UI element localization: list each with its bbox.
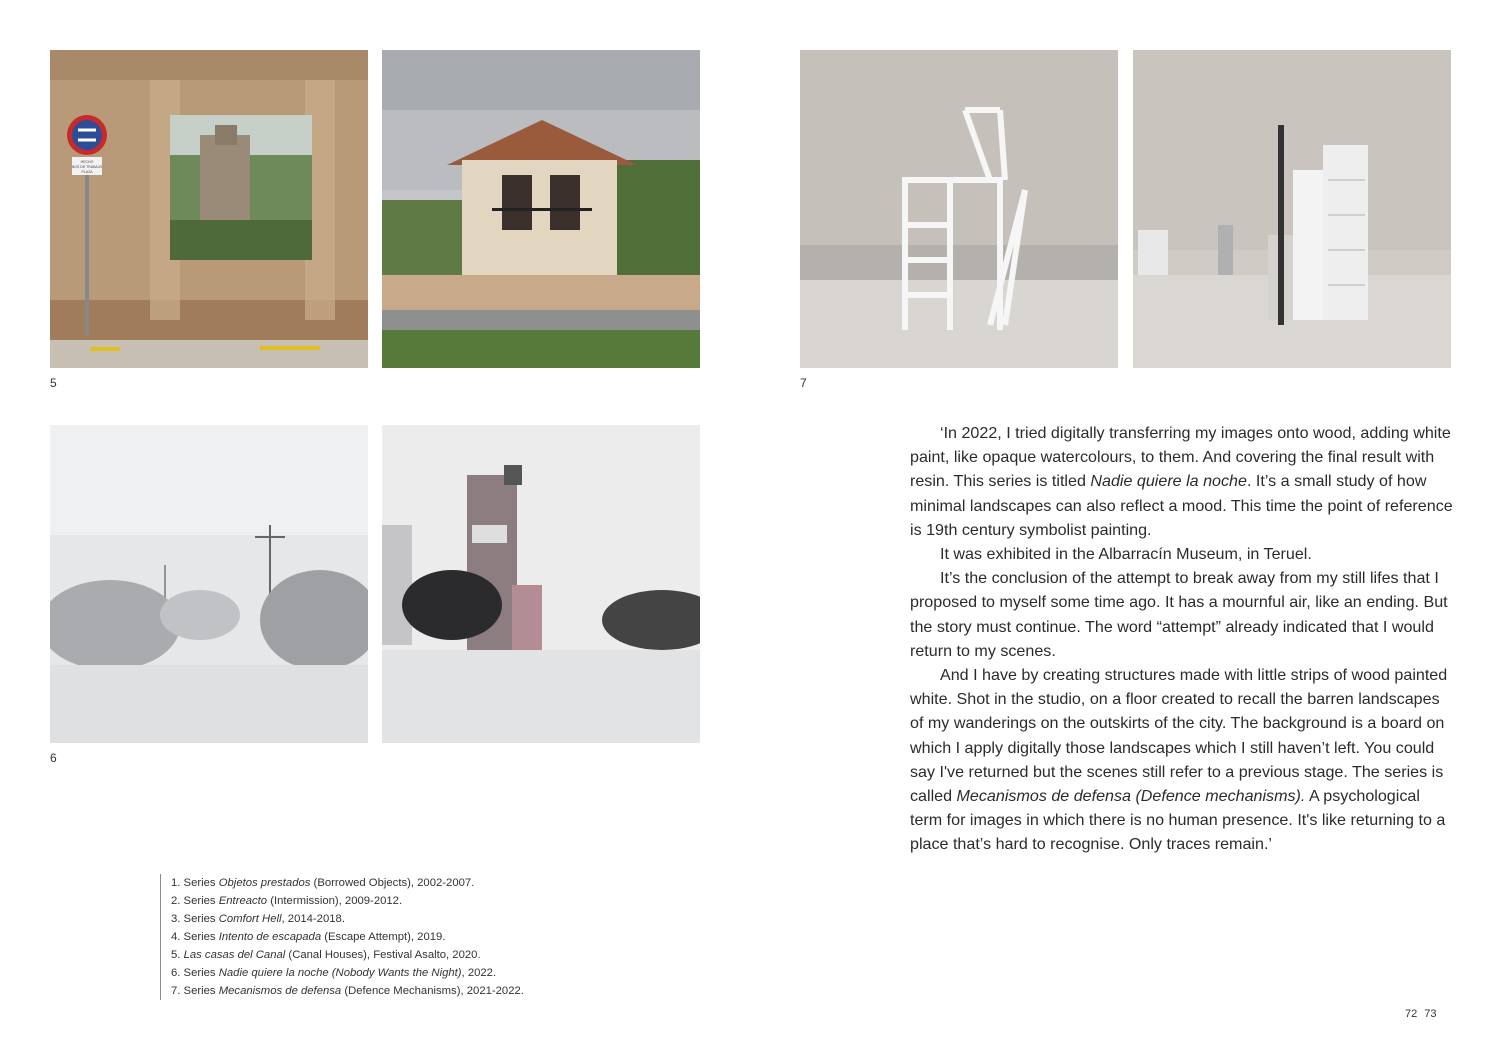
footnote-3: 3. Series Comfort Hell, 2014-2018. bbox=[171, 913, 345, 925]
footnotes bbox=[160, 874, 524, 1000]
misty-building-photo bbox=[382, 425, 700, 743]
sign-line-3: PLAZA bbox=[81, 170, 93, 174]
sign-line-1: HECHO bbox=[80, 160, 94, 164]
old-house-photo bbox=[382, 50, 700, 368]
footnote-7: 7. Series Mecanismos de defensa (Defence Mechanisms), 2021-2022. bbox=[171, 985, 524, 997]
paragraph-4-text-b: A psychological term for images in which there is no human presence. It's like returning to a place that’s hard to recognise. Only traces remain.’ bbox=[910, 787, 1446, 854]
page-numbers: 72 73 bbox=[1405, 1008, 1437, 1020]
sign-line-2: NOS DE TRABAJO bbox=[71, 165, 103, 169]
paragraph-3: It’s the conclusion of the attempt to break away from my still lifes that I proposed to myself some time ago. It has a mournful air, like an ending. But the story must continue. The word “attempt” already indicated that I would return to my scenes. bbox=[910, 569, 1448, 660]
figure-number-5: 5 bbox=[50, 376, 57, 390]
paragraph-4 bbox=[910, 663, 1455, 857]
series-title-mecanismos: Mecanismos de defensa (Defence mechanisms). bbox=[956, 787, 1306, 806]
paragraph-2: It was exhibited in the Albarracín Museum, in Teruel. bbox=[940, 545, 1312, 564]
footnote-5: 5. Las casas del Canal (Canal Houses), Festival Asalto, 2020. bbox=[171, 949, 481, 961]
paragraph-1 bbox=[910, 421, 1455, 542]
footnote-4: 4. Series Intento de escapada (Escape Attempt), 2019. bbox=[171, 931, 446, 943]
series-title-nadie: Nadie quiere la noche bbox=[1090, 472, 1247, 491]
paragraph-4-text-a: And I have by creating structures made with little strips of wood painted white. Shot in the studio, on a floor created to recall the barren landscapes of my wanderings on the outskirts of the city. The background is a board on which I apply digitally those landscapes which I still haven’t left. You could say I've returned but the scenes still refer to a previous stage. The series is called bbox=[910, 666, 1448, 806]
body-text bbox=[910, 421, 1455, 857]
footnote-6: 6. Series Nadie quiere la noche (Nobody Wants the Night), 2022. bbox=[171, 967, 497, 979]
figure-number-6: 6 bbox=[50, 751, 57, 765]
footnote-2: 2. Series Entreacto (Intermission), 2009-2012. bbox=[171, 895, 403, 907]
shelf-structure-photo bbox=[1133, 50, 1451, 368]
paragraph-1-text-a: ‘In 2022, I tried digitally transferring my images onto wood, adding white paint, like opaque watercolours, to them. And covering the final result with resin. This series is titled bbox=[910, 424, 1451, 491]
paragraph-1-text-b: . It’s a small study of how minimal landscapes can also reflect a mood. This time the point of reference is 19th century symbolist painting. bbox=[910, 472, 1453, 539]
misty-landscape-photo bbox=[50, 425, 368, 743]
footnote-1: 1. Series Objetos prestados (Borrowed Objects), 2002-2007. bbox=[171, 877, 475, 889]
ladder-structure-photo bbox=[800, 50, 1118, 368]
figure-number-7: 7 bbox=[800, 376, 807, 390]
wall-window-house-photo bbox=[50, 50, 368, 368]
